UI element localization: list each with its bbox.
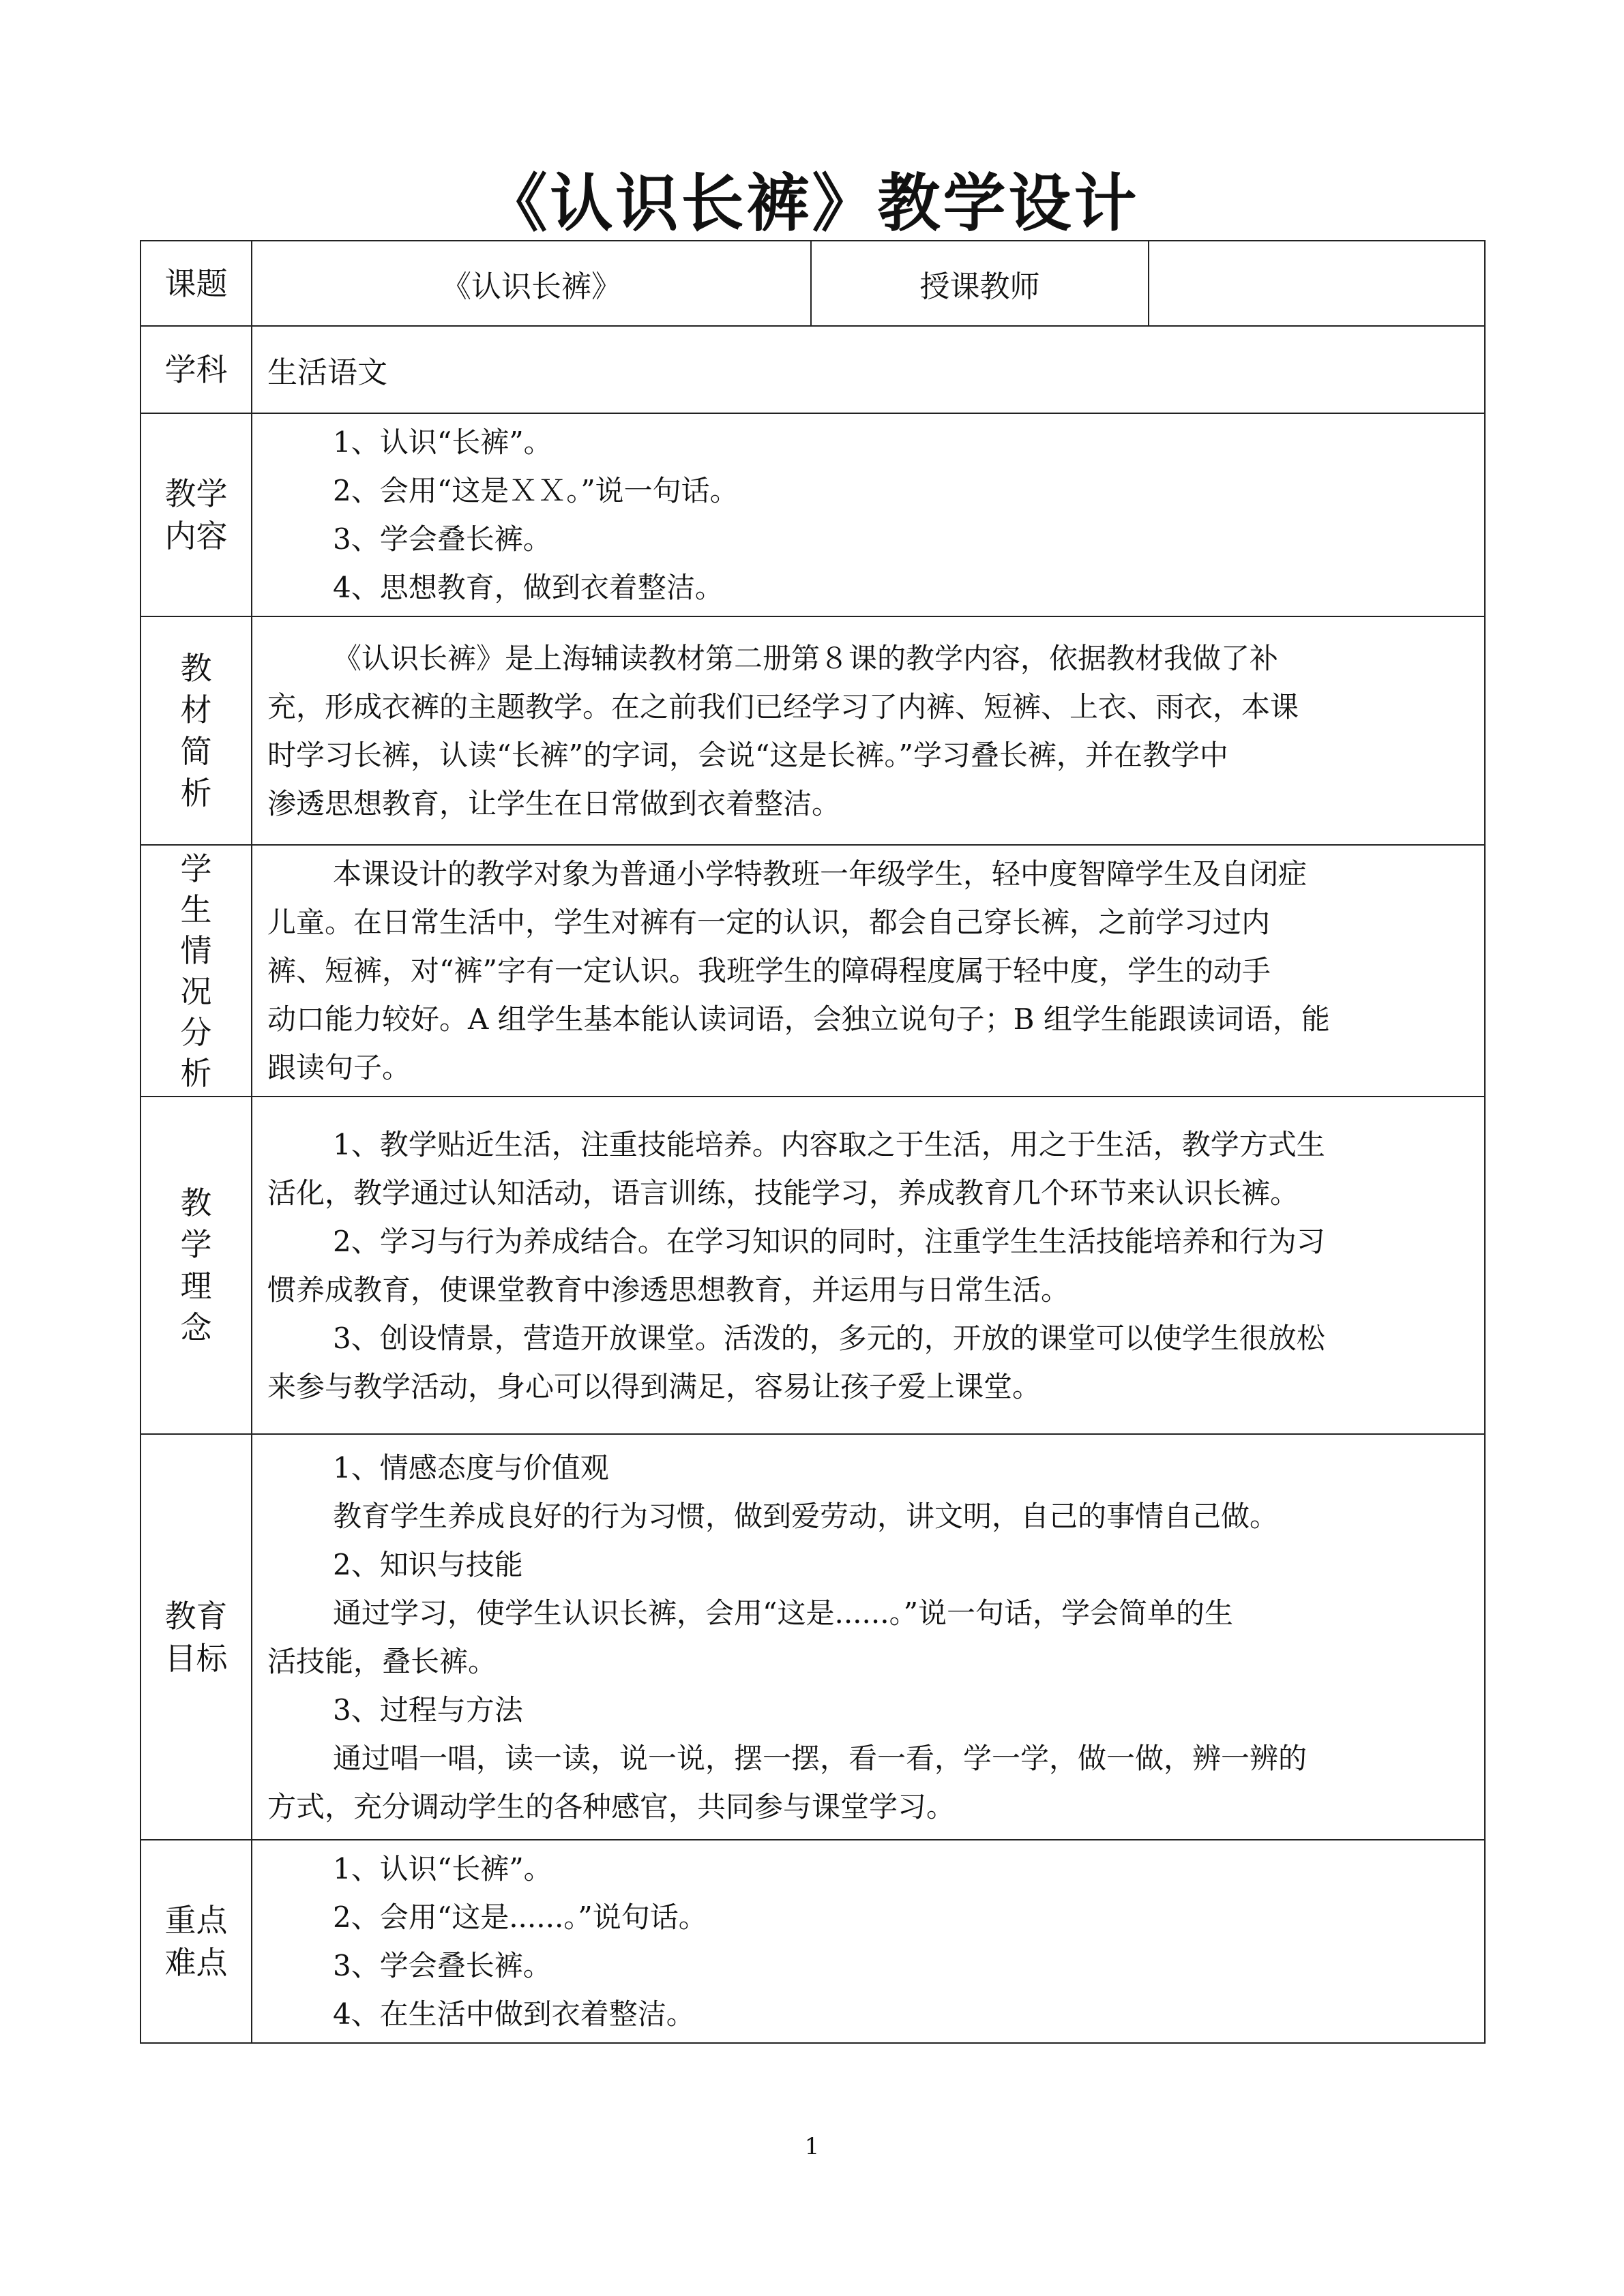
label-char: 简: [180, 732, 212, 770]
row-subject: [141, 326, 1485, 413]
label-line: 教育: [164, 1597, 228, 1635]
content-line: 2、会用“这是......。”说句话。: [333, 1900, 707, 1934]
content-line: 2、会用“这是ＸＸ。”说一句话。: [333, 474, 739, 507]
content-line: 1、认识“长裤”。: [333, 1852, 552, 1885]
content-line: 3、学会叠长裤。: [333, 522, 552, 556]
label-char: 况: [180, 972, 212, 1010]
content-line: 2、学习与行为养成结合。在学习知识的同时，注重学生生活技能培养和行为习: [333, 1224, 1325, 1258]
label-char: 材: [180, 691, 212, 728]
label-line: 重点: [164, 1902, 228, 1939]
content-line: 《认识长裤》是上海辅读教材第二册第８课的教学内容，依据教材我做了补: [333, 641, 1279, 675]
row-topic: [141, 241, 1485, 326]
content-line: 时学习长裤，认读“长裤”的字词，会说“这是长裤。”学习叠长裤，并在教学中: [267, 738, 1228, 772]
page-number: 1: [804, 2133, 820, 2160]
content-line: 教育学生养成良好的行为习惯，做到爱劳动，讲文明，自己的事情自己做。: [333, 1499, 1279, 1533]
education-goals-body: [252, 1434, 1485, 1840]
topic-label: 课题: [141, 241, 252, 326]
content-line: 4、思想教育，做到衣着整洁。: [333, 571, 724, 604]
content-line: 活化，教学通过认知活动，语言训练，技能学习，养成教育几个环节来认识长裤。: [267, 1176, 1299, 1210]
label-char: 念: [180, 1309, 212, 1346]
label-char: 析: [180, 1054, 212, 1092]
teaching-philosophy-label: [141, 1097, 252, 1434]
content-line: 惯养成教育，使课堂教育中渗透思想教育，并运用与日常生活。: [267, 1272, 1070, 1307]
content-line: 1、认识“长裤”。: [333, 426, 552, 459]
row-key-points: [141, 1840, 1485, 2043]
content-line: 2、知识与技能: [333, 1547, 523, 1581]
label-char: 教: [180, 1184, 212, 1221]
label-char: 分: [180, 1013, 212, 1051]
label-line: 目标: [164, 1639, 228, 1677]
content-line: 通过唱一唱，读一读，说一说，摆一摆，看一看，学一学，做一做，辨一辨的: [333, 1741, 1308, 1775]
row-teaching-content: [141, 413, 1485, 616]
topic-value: 《认识长裤》: [252, 241, 811, 326]
label-line: 教学: [164, 475, 228, 512]
content-line: 3、过程与方法: [333, 1693, 523, 1727]
teacher-value: [1149, 241, 1485, 326]
label-char: 生: [180, 891, 212, 928]
label-line: 内容: [164, 518, 228, 554]
teaching-content-label: [141, 413, 252, 616]
student-analysis-label: [141, 845, 252, 1097]
content-line: 通过学习，使学生认识长裤，会用“这是......。”说一句话，学会简单的生: [333, 1596, 1234, 1630]
lesson-plan-table: [140, 240, 1486, 2044]
content-line: 裤、短裤，对“裤”字有一定认识。我班学生的障碍程度属于轻中度，学生的动手: [267, 954, 1271, 987]
content-line: 来参与教学活动，身心可以得到满足，容易让孩子爱上课堂。: [267, 1369, 1042, 1403]
content-line: 3、创设情景，营造开放课堂。活泼的，多元的，开放的课堂可以使学生很放松: [333, 1321, 1325, 1355]
row-education-goals: [141, 1434, 1485, 1840]
content-line: 4、在生活中做到衣着整洁。: [333, 1997, 695, 2031]
content-line: 3、学会叠长裤。: [333, 1949, 552, 1982]
content-line: 1、情感态度与价值观: [333, 1450, 609, 1485]
content-line: 跟读句子。: [267, 1051, 411, 1084]
subject-value: 生活语文: [252, 326, 1485, 413]
content-line: 方式，充分调动学生的各种感官，共同参与课堂学习。: [267, 1789, 956, 1823]
content-line: 本课设计的教学对象为普通小学特教班一年级学生，轻中度智障学生及自闭症: [333, 857, 1308, 891]
row-teaching-philosophy: [141, 1097, 1485, 1434]
content-line: 动口能力较好。A 组学生基本能认读词语，会独立说句子；B 组学生能跟读词语，能: [267, 1002, 1330, 1036]
row-material-analysis: [141, 616, 1485, 845]
label-char: 教: [180, 649, 212, 687]
key-points-body: [252, 1840, 1485, 2043]
key-points-label: [141, 1840, 252, 2043]
content-line: 活技能，叠长裤。: [267, 1644, 497, 1678]
content-line: 渗透思想教育，让学生在日常做到衣着整洁。: [267, 786, 841, 820]
education-goals-label: [141, 1434, 252, 1840]
content-line: 1、教学贴近生活，注重技能培养。内容取之于生活，用之于生活，教学方式生: [333, 1127, 1325, 1161]
label-char: 情: [180, 931, 212, 969]
subject-label: 学科: [141, 326, 252, 413]
document-title: 《认识长裤》教学设计: [484, 167, 1140, 240]
content-line: 充，形成衣裤的主题教学。在之前我们已经学习了内裤、短裤、上衣、雨衣，本课: [267, 689, 1299, 724]
label-char: 学: [180, 850, 212, 887]
content-line: 儿童。在日常生活中，学生对裤有一定的认识，都会自己穿长裤，之前学习过内: [267, 906, 1271, 939]
label-char: 学: [180, 1225, 212, 1263]
material-analysis-body: [252, 616, 1485, 845]
teaching-philosophy-body: [252, 1097, 1485, 1434]
student-analysis-body: [252, 845, 1485, 1097]
material-analysis-label: [141, 616, 252, 845]
row-student-analysis: [141, 845, 1485, 1097]
teacher-label: 授课教师: [811, 241, 1149, 326]
label-char: 理: [180, 1267, 212, 1304]
teaching-content-body: [252, 413, 1485, 616]
label-char: 析: [180, 774, 212, 811]
label-line: 难点: [164, 1944, 228, 1981]
